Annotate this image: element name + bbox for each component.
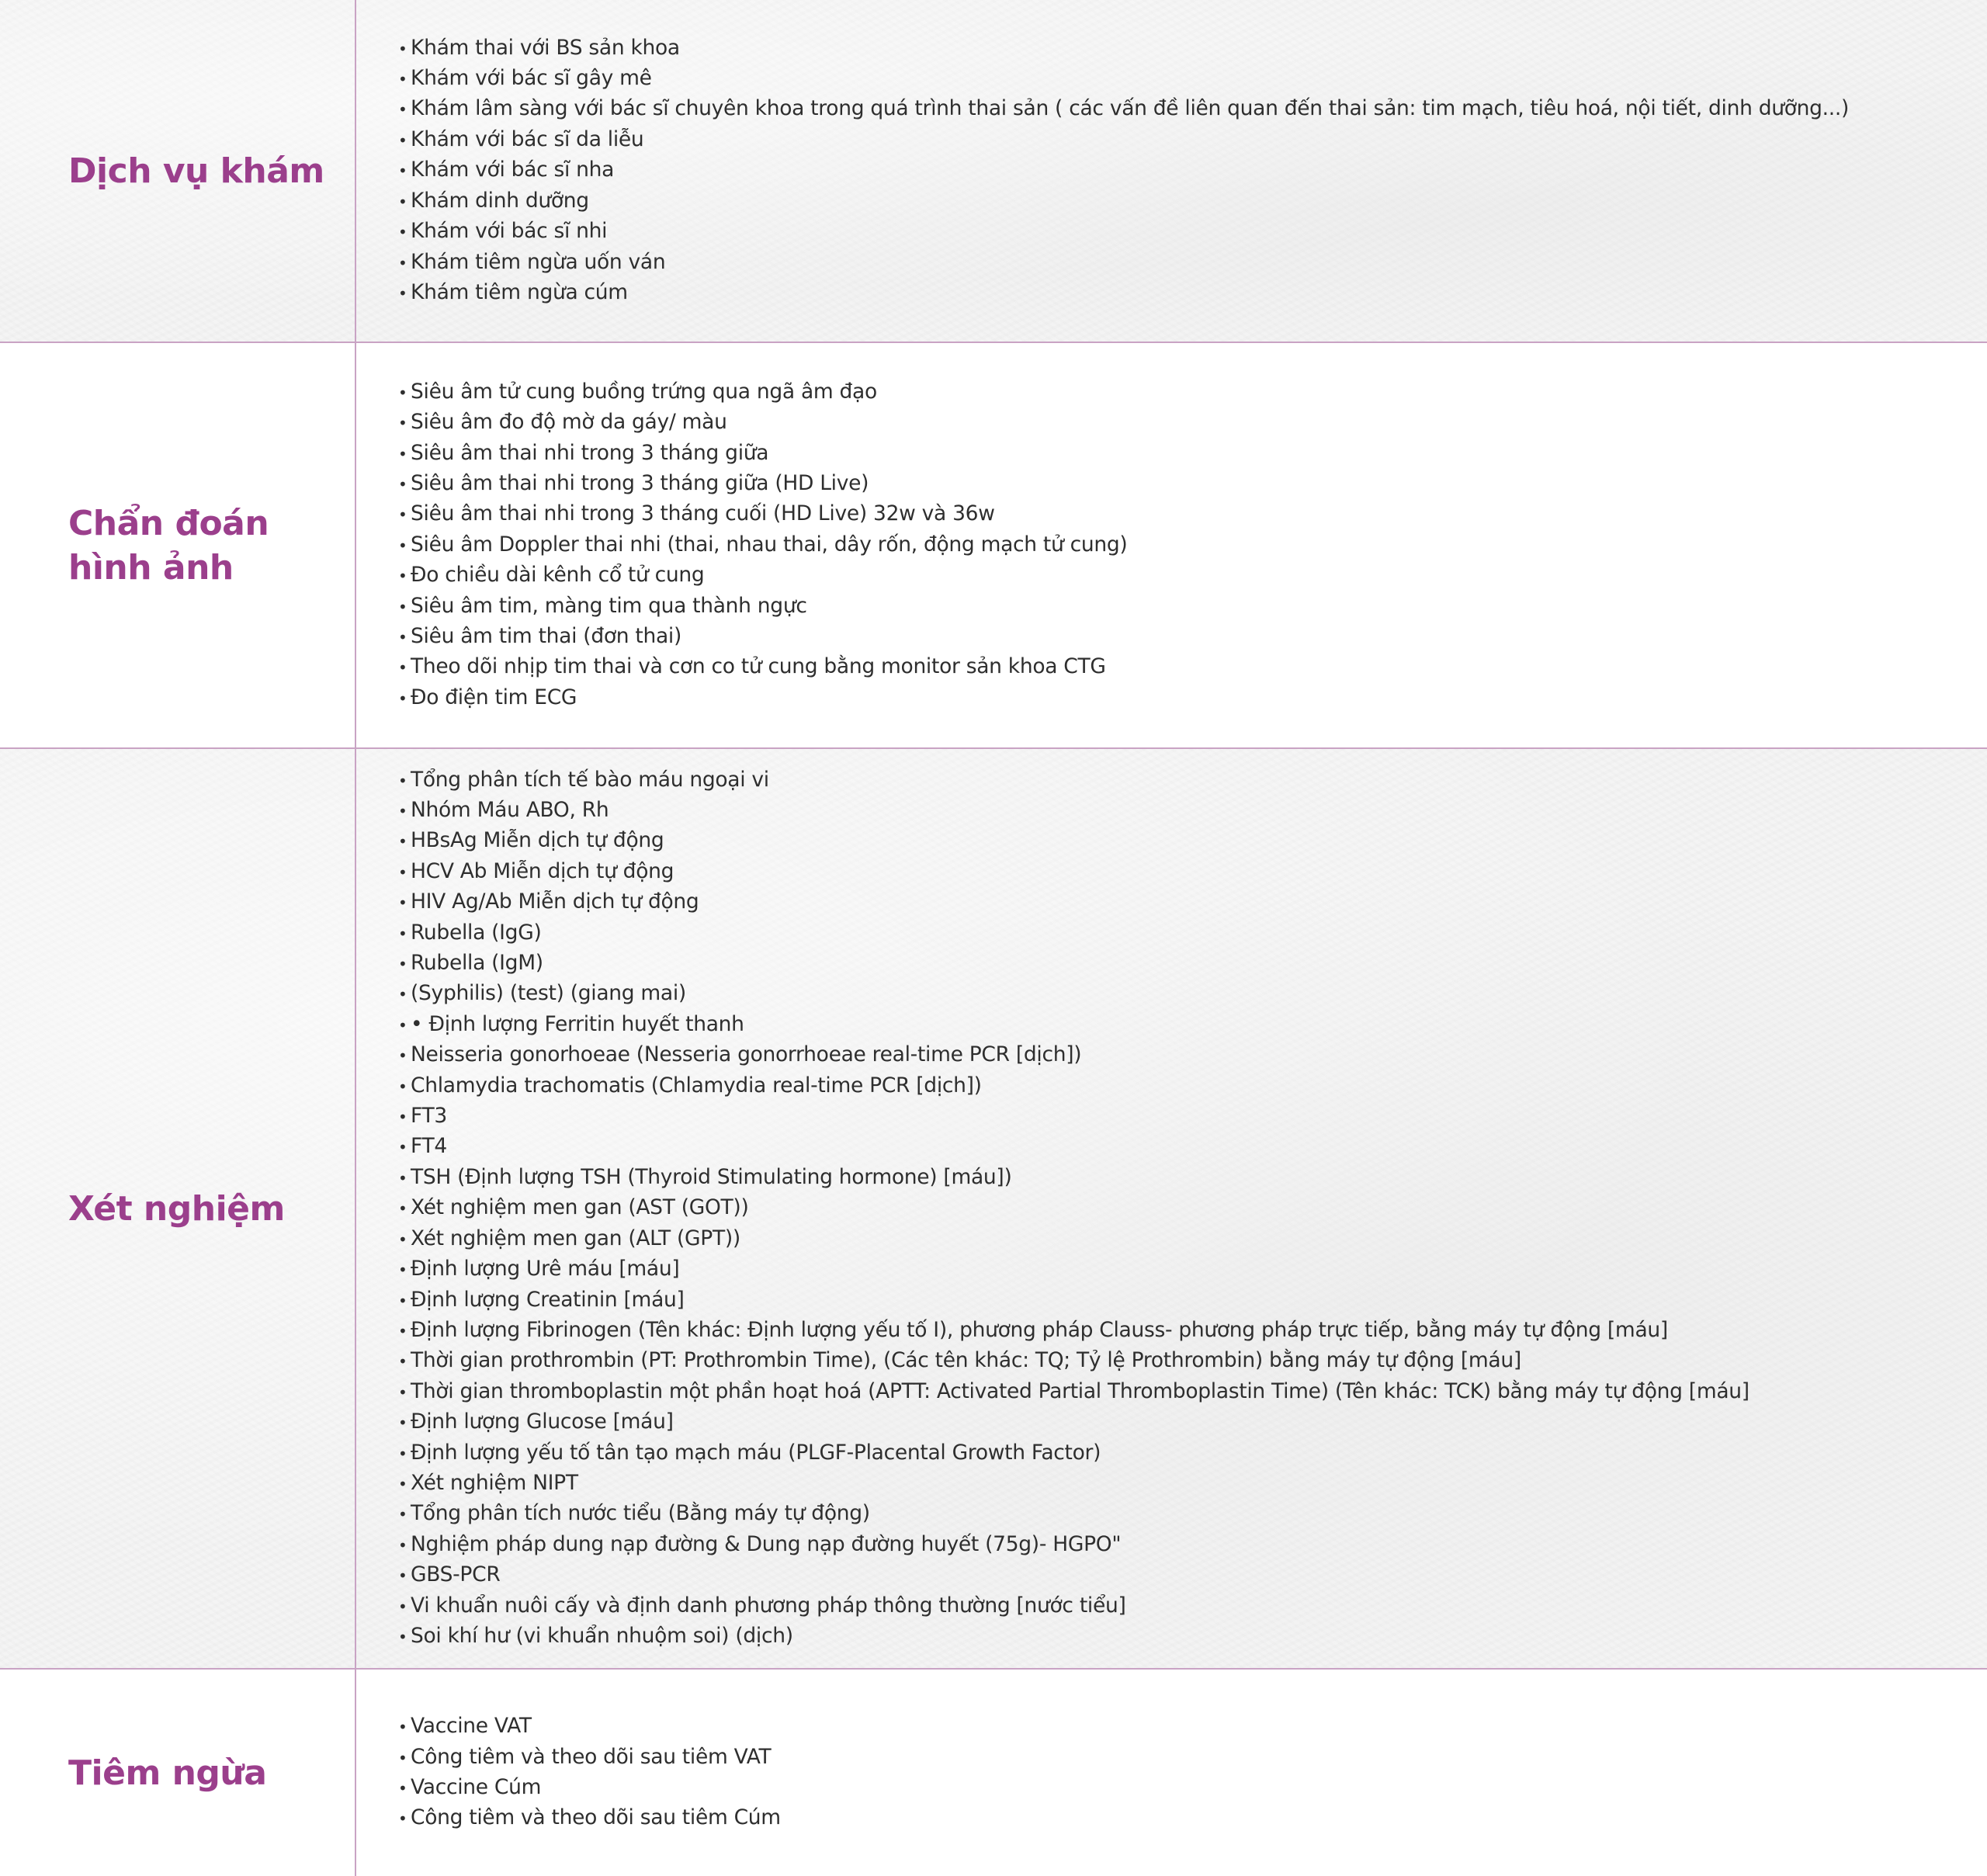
list-item: • Đo chiều dài kênh cổ tử cung: [398, 560, 1127, 591]
list-item: • Siêu âm tim thai (đơn thai): [398, 622, 1127, 652]
list-item: • Tổng phân tích tế bào máu ngoại vi: [398, 765, 1749, 796]
list-item: • TSH (Định lượng TSH (Thyroid Stimulating hormone) [máu]): [398, 1163, 1749, 1193]
list-item: • Rubella (IgG): [398, 918, 1749, 948]
list-item: • Siêu âm tử cung buồng trứng qua ngã âm đạo: [398, 377, 1127, 407]
list-item: • Vaccine VAT: [398, 1711, 781, 1742]
list-item: • FT3: [398, 1101, 1749, 1132]
list-item: • Định lượng Urê máu [máu]: [398, 1254, 1749, 1285]
row-content-cell: [358, 343, 1987, 747]
list-item: • Thời gian thromboplastin một phần hoạt hoá (APTT: Activated Partial Thromboplastin Time) (Tên khác: TCK) bằng máy tự động [máu]: [398, 1377, 1749, 1407]
row-label: Xét nghiệm: [68, 1188, 285, 1229]
row-label: Tiêm ngừa: [68, 1753, 267, 1793]
list-item: • Theo dõi nhịp tim thai và cơn co tử cung bằng monitor sản khoa CTG: [398, 652, 1127, 682]
row-content-cell: [358, 749, 1987, 1668]
list-item: • Xét nghiệm men gan (ALT (GPT)): [398, 1224, 1749, 1254]
row-label-cell: [0, 343, 356, 747]
list-item: • Công tiêm và theo dõi sau tiêm VAT: [398, 1742, 781, 1773]
list-item: • Khám với bác sĩ nhi: [398, 217, 1849, 247]
row-label: Dịch vụ khám: [68, 151, 324, 191]
list-item: • Định lượng Glucose [máu]: [398, 1407, 1749, 1437]
item-list: [398, 377, 1127, 713]
item-list: [398, 33, 1849, 309]
list-item: • Xét nghiệm men gan (AST (GOT)): [398, 1193, 1749, 1223]
row-label-cell: [0, 0, 356, 342]
list-item: • HIV Ag/Ab Miễn dịch tự động: [398, 887, 1749, 917]
list-item: • HCV Ab Miễn dịch tự động: [398, 857, 1749, 887]
list-item: • Rubella (IgM): [398, 948, 1749, 979]
item-list: [398, 1711, 781, 1834]
list-item: • Nhóm Máu ABO, Rh: [398, 796, 1749, 826]
row-content-cell: [358, 1670, 1987, 1876]
list-item: • Siêu âm Doppler thai nhi (thai, nhau thai, dây rốn, động mạch tử cung): [398, 530, 1127, 560]
list-item: • • Định lượng Ferritin huyết thanh: [398, 1010, 1749, 1040]
row-content-cell: [358, 0, 1987, 342]
list-item: • Vaccine Cúm: [398, 1773, 781, 1803]
row-label: Chẩn đoán hình ảnh: [68, 503, 269, 588]
row-label-cell: [0, 749, 356, 1668]
list-item: • Định lượng Fibrinogen (Tên khác: Định lượng yếu tố I), phương pháp Clauss- phương pháp trực tiếp, bằng máy tự động [máu]: [398, 1316, 1749, 1346]
list-item: • FT4: [398, 1132, 1749, 1162]
list-item: • HBsAg Miễn dịch tự động: [398, 826, 1749, 856]
list-item: • Đo điện tim ECG: [398, 683, 1127, 713]
list-item: • Khám thai với BS sản khoa: [398, 33, 1849, 64]
list-item: • Nghiệm pháp dung nạp đường & Dung nạp đường huyết (75g)- HGPO": [398, 1530, 1749, 1560]
list-item: • Siêu âm tim, màng tim qua thành ngực: [398, 591, 1127, 622]
list-item: • Siêu âm thai nhi trong 3 tháng giữa (HD Live): [398, 469, 1127, 499]
list-item: • Khám tiêm ngừa cúm: [398, 278, 1849, 308]
row-tiem-ngua: [0, 1670, 1987, 1876]
list-item: • GBS-PCR: [398, 1560, 1749, 1590]
list-item: • Khám với bác sĩ nha: [398, 155, 1849, 186]
list-item: • Soi khí hư (vi khuẩn nhuộm soi) (dịch): [398, 1621, 1749, 1652]
list-item: • Xét nghiệm NIPT: [398, 1469, 1749, 1499]
list-item: • Công tiêm và theo dõi sau tiêm Cúm: [398, 1803, 781, 1833]
list-item: • Neisseria gonorhoeae (Nesseria gonorrhoeae real-time PCR [dịch]): [398, 1040, 1749, 1070]
row-chan-doan: [0, 343, 1987, 749]
list-item: • Khám với bác sĩ da liễu: [398, 125, 1849, 155]
list-item: • (Syphilis) (test) (giang mai): [398, 979, 1749, 1009]
list-item: • Siêu âm đo độ mờ da gáy/ màu: [398, 407, 1127, 438]
item-list: [398, 765, 1749, 1652]
list-item: • Định lượng Creatinin [máu]: [398, 1285, 1749, 1316]
list-item: • Thời gian prothrombin (PT: Prothrombin Time), (Các tên khác: TQ; Tỷ lệ Prothrombin) bằng máy tự động [máu]: [398, 1346, 1749, 1376]
list-item: • Siêu âm thai nhi trong 3 tháng giữa: [398, 439, 1127, 469]
list-item: • Khám lâm sàng với bác sĩ chuyên khoa trong quá trình thai sản ( các vấn đề liên quan đến thai sản: tim mạch, tiêu hoá, nội tiết, dinh dưỡng...): [398, 94, 1849, 124]
list-item: • Chlamydia trachomatis (Chlamydia real-time PCR [dịch]): [398, 1071, 1749, 1101]
list-item: • Khám tiêm ngừa uốn ván: [398, 248, 1849, 278]
row-kham: [0, 0, 1987, 343]
list-item: • Định lượng yếu tố tân tạo mạch máu (PLGF-Placental Growth Factor): [398, 1438, 1749, 1469]
list-item: • Tổng phân tích nước tiểu (Bằng máy tự động): [398, 1499, 1749, 1529]
list-item: • Siêu âm thai nhi trong 3 tháng cuối (HD Live) 32w và 36w: [398, 499, 1127, 529]
list-item: • Vi khuẩn nuôi cấy và định danh phương pháp thông thường [nước tiểu]: [398, 1591, 1749, 1621]
row-xet-nghiem: [0, 749, 1987, 1670]
list-item: • Khám dinh dưỡng: [398, 186, 1849, 217]
row-label-cell: [0, 1670, 356, 1876]
list-item: • Khám với bác sĩ gây mê: [398, 64, 1849, 94]
